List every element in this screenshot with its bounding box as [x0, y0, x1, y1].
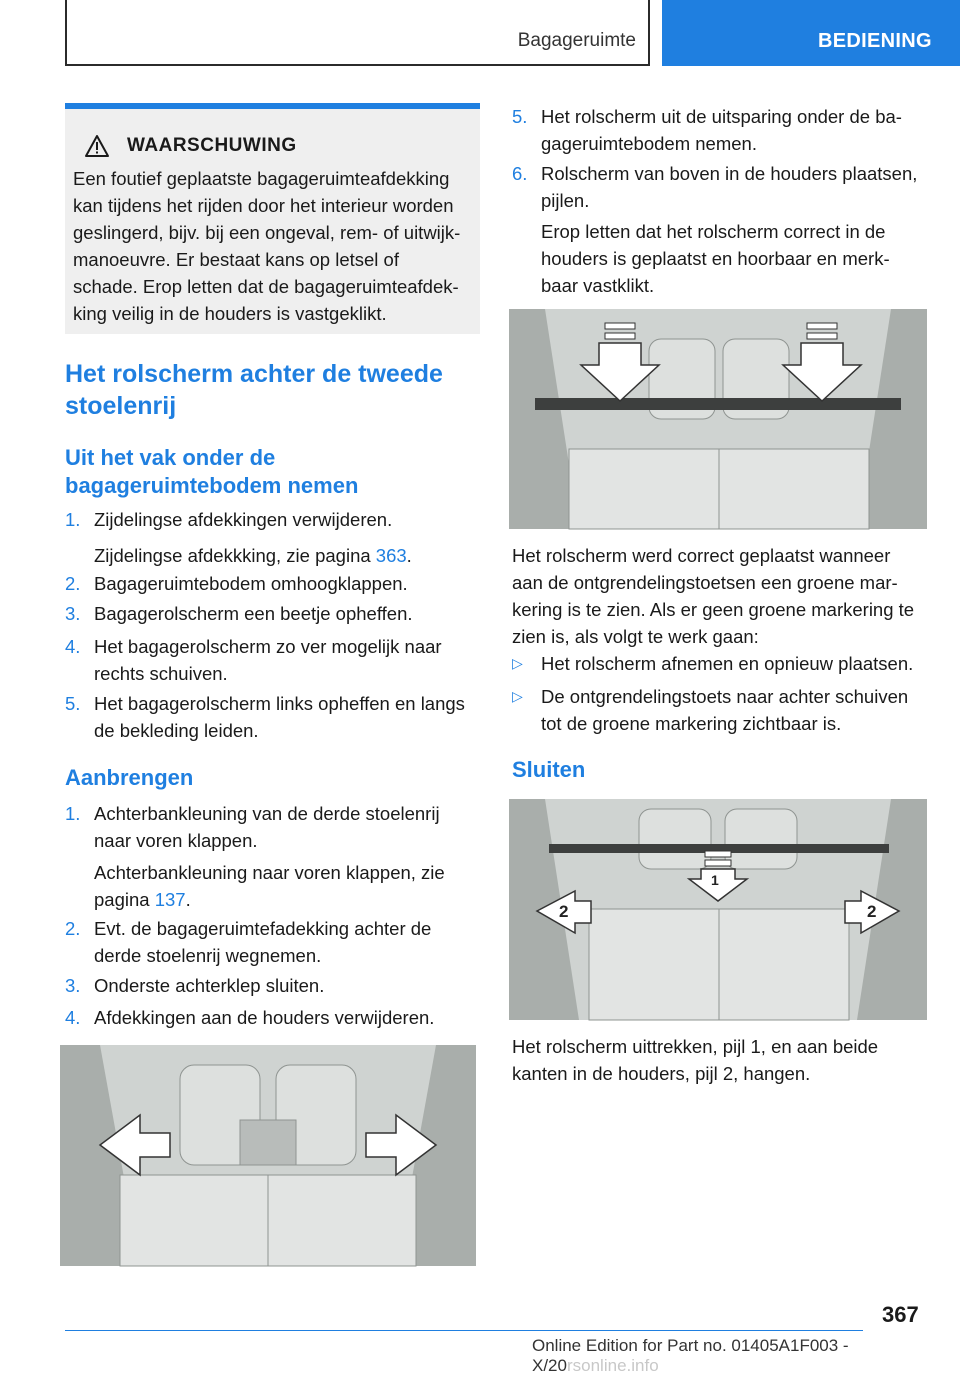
warning-line: kan tijdens het rijden door het interieur worden — [73, 195, 454, 216]
step-item — [65, 600, 480, 627]
arrow-label-2-left: 2 — [559, 902, 569, 921]
subheading-line: bagageruimtebodem nemen — [65, 473, 359, 498]
step-text: pijlen. — [541, 190, 590, 211]
step-number: 5. — [65, 693, 81, 714]
warning-title: WAARSCHUWING — [127, 135, 297, 156]
arrow-label-1: 1 — [711, 872, 719, 888]
paragraph-line: kanten in de houders, pijl 2, hangen. — [512, 1063, 811, 1084]
step-note — [94, 886, 480, 913]
bullet-item — [512, 683, 930, 737]
arrow-label-2-right: 2 — [867, 902, 877, 921]
paragraph-line: kering is te zien. Als er geen groene markering te — [512, 599, 915, 620]
step-item — [65, 915, 480, 969]
step-number: 1. — [65, 509, 81, 530]
step-item — [65, 570, 480, 597]
footer-edition — [532, 1336, 960, 1376]
warning-text — [73, 165, 472, 327]
step-text: Afdekkingen aan de houders verwijderen. — [94, 1007, 435, 1028]
step-note: baar vastklikt. — [541, 275, 655, 296]
paragraph-line: aan de ontgrendelingstoetsen een groene mar‐ — [512, 572, 898, 593]
warning-line: schade. Erop letten dat de bagageruimteafdek‐ — [73, 276, 459, 297]
step-text: naar voren klappen. — [94, 830, 258, 851]
note-tail: . — [406, 545, 412, 566]
subheading-line: Uit het vak onder de — [65, 445, 276, 470]
footer-rule — [65, 1330, 863, 1331]
step-number: 4. — [65, 636, 81, 657]
warning-box — [65, 103, 480, 334]
step-text: Evt. de bagageruimtefadekking achter de — [94, 918, 432, 939]
warning-line: geslingerd, bijv. bij een ongeval, rem- of uitwijk‐ — [73, 222, 461, 243]
paragraph-line: zien is, als volgt te werk gaan: — [512, 626, 759, 647]
paragraph-line: Het rolscherm uittrekken, pijl 1, en aan beide — [512, 1036, 879, 1057]
warning-title-row — [73, 135, 472, 157]
step-note: houders is geplaatst en hoorbaar en merk‐ — [541, 248, 890, 269]
bullet-text: tot de groene markering zichtbaar is. — [541, 713, 842, 734]
illustration-close-arrows — [509, 799, 927, 1020]
bullet-text: Het rolscherm afnemen en opnieuw plaatsen. — [541, 653, 914, 674]
step-number: 4. — [65, 1007, 81, 1028]
illustration-side-arrows — [60, 1045, 476, 1266]
page-ref-link[interactable]: 363 — [375, 545, 407, 566]
step-number: 2. — [65, 918, 81, 939]
step-item — [65, 800, 480, 913]
step-item — [65, 1004, 480, 1031]
step-text: Het bagagerolscherm zo ver mogelijk naar — [94, 636, 442, 657]
warning-line: king veilig in de houders is vastgeklikt. — [73, 303, 387, 324]
page-ref-link[interactable]: 137 — [154, 889, 186, 910]
step-text: Onderste achterklep sluiten. — [94, 975, 325, 996]
step-text: Achterbankleuning van de derde stoelenrij — [94, 803, 440, 824]
footer-site-watermark: rsonline.info — [566, 1356, 659, 1375]
step-item — [65, 633, 480, 687]
paragraph-line: Het rolscherm werd correct geplaatst wanneer — [512, 545, 891, 566]
step-text: Zijdelingse afdekkingen verwijderen. — [94, 509, 393, 530]
step-number: 3. — [65, 603, 81, 624]
step-number: 1. — [65, 803, 81, 824]
step-text: de bekleding leiden. — [94, 720, 259, 741]
warning-triangle-icon — [85, 135, 109, 157]
bullet-triangle-icon: ▷ — [512, 655, 523, 671]
bullet-triangle-icon: ▷ — [512, 688, 523, 704]
step-number: 5. — [512, 106, 528, 127]
header-section-title: Bagageruimte — [517, 30, 636, 51]
step-number: 3. — [65, 975, 81, 996]
heading-line: stoelenrij — [65, 392, 177, 420]
step-text: rechts schuiven. — [94, 663, 228, 684]
note-tail: . — [185, 889, 191, 910]
note-text: Zijdelingse afdekkking, zie pagina — [94, 545, 376, 566]
step-text: Bagagerolscherm een beetje opheffen. — [94, 603, 413, 624]
step-text: Rolscherm van boven in de houders plaatsen, — [541, 163, 918, 184]
footer-edition-text: Online Edition for Part no. 01405A1F003 - X/20 — [532, 1336, 849, 1375]
explanation-paragraph — [512, 542, 930, 650]
step-text: Het bagagerolscherm links opheffen en langs — [94, 693, 465, 714]
step-text: gageruimtebodem nemen. — [541, 133, 757, 154]
section-heading-rolscherm — [65, 358, 480, 422]
note-text: pagina — [94, 889, 155, 910]
bullet-text: De ontgrendelingstoets naar achter schuiven — [541, 686, 909, 707]
header-chapter-tab[interactable] — [662, 0, 960, 66]
step-item — [65, 690, 480, 744]
step-note: Achterbankleuning naar voren klappen, zie — [94, 862, 445, 883]
closing-paragraph — [512, 1033, 930, 1087]
step-item — [512, 103, 930, 157]
illustration-insert-arrows — [509, 309, 927, 529]
step-number: 2. — [65, 573, 81, 594]
step-note — [94, 542, 480, 569]
subheading-uit-het-vak — [65, 444, 480, 500]
page-number: 367 — [882, 1302, 919, 1327]
header-chapter-label: BEDIENING — [818, 30, 932, 52]
step-text: derde stoelenrij wegnemen. — [94, 945, 322, 966]
heading-line: Het rolscherm achter de tweede — [65, 360, 443, 388]
subheading-sluiten: Sluiten — [512, 757, 586, 782]
warning-line: Een foutief geplaatste bagageruimteafdekking — [73, 168, 450, 189]
warning-line: manoeuvre. Er bestaat kans op letsel of — [73, 249, 399, 270]
step-text: Het rolscherm uit de uitsparing onder de ba‐ — [541, 106, 902, 127]
step-text: Bagageruimtebodem omhoogklappen. — [94, 573, 408, 594]
bullet-item — [512, 650, 930, 677]
step-item — [65, 506, 480, 569]
step-item — [65, 972, 480, 999]
step-item — [512, 160, 930, 299]
step-note: Erop letten dat het rolscherm correct in de — [541, 221, 886, 242]
subheading-aanbrengen: Aanbrengen — [65, 765, 194, 790]
step-number: 6. — [512, 163, 528, 184]
